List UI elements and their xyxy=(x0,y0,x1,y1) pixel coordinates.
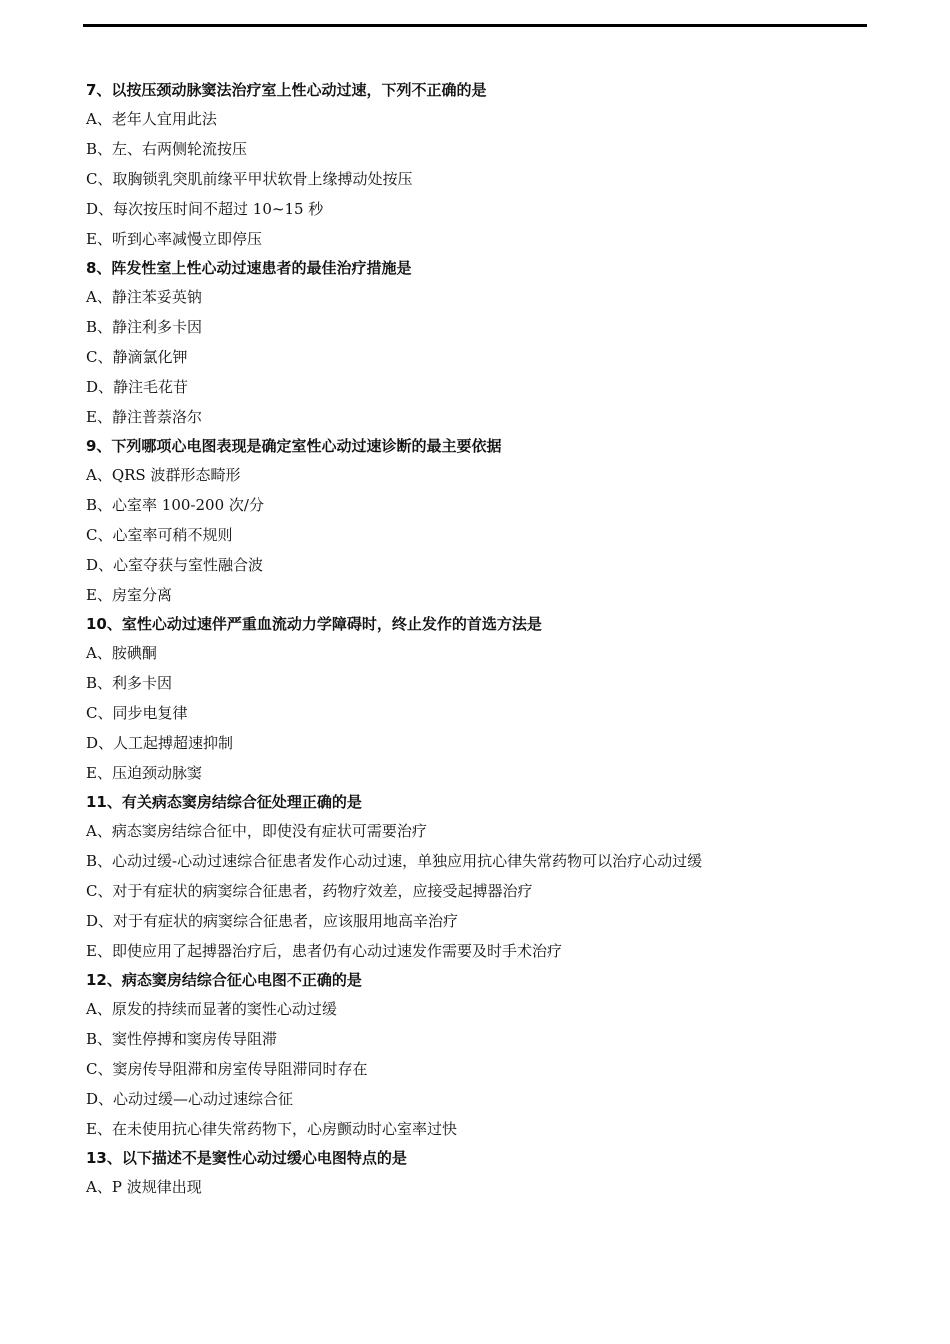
question-11 xyxy=(86,788,866,966)
option-d: D、人工起搏超速抑制 xyxy=(86,734,234,752)
question-title: 7、以按压颈动脉窦法治疗室上性心动过速，下列不正确的是 xyxy=(86,81,487,99)
question-8 xyxy=(86,254,866,432)
option-a: A、静注苯妥英钠 xyxy=(86,288,202,306)
option-c: C、取胸锁乳突肌前缘平甲状软骨上缘搏动处按压 xyxy=(86,170,413,188)
option-e: E、房室分离 xyxy=(86,586,172,604)
option-d: D、心室夺获与室性融合波 xyxy=(86,556,264,574)
option-b: B、心室率 100-200 次/分 xyxy=(86,496,264,514)
option-c: C、静滴氯化钾 xyxy=(86,348,188,366)
option-d: D、静注毛花苷 xyxy=(86,378,189,396)
option-a: A、P 波规律出现 xyxy=(86,1178,202,1196)
option-d: D、心动过缓—心动过速综合征 xyxy=(86,1090,294,1108)
option-e: E、即使应用了起搏器治疗后，患者仍有心动过速发作需要及时手术治疗 xyxy=(86,942,562,960)
question-list xyxy=(86,76,866,1202)
question-title: 11、有关病态窦房结综合征处理正确的是 xyxy=(86,793,362,811)
option-b: B、静注利多卡因 xyxy=(86,318,203,336)
option-c: C、心室率可稍不规则 xyxy=(86,526,233,544)
option-a: A、病态窦房结综合征中，即使没有症状可需要治疗 xyxy=(86,822,427,840)
option-b: B、左、右两侧轮流按压 xyxy=(86,140,248,158)
question-9 xyxy=(86,432,866,610)
question-10 xyxy=(86,610,866,788)
option-e: E、听到心率减慢立即停压 xyxy=(86,230,262,248)
option-b: B、利多卡因 xyxy=(86,674,173,692)
option-c: C、同步电复律 xyxy=(86,704,188,722)
option-a: A、QRS 波群形态畸形 xyxy=(86,466,241,484)
option-d: D、对于有症状的病窦综合征患者，应该服用地高辛治疗 xyxy=(86,912,459,930)
option-d: D、每次按压时间不超过 10~15 秒 xyxy=(86,200,324,218)
question-title: 12、病态窦房结综合征心电图不正确的是 xyxy=(86,971,362,989)
option-a: A、胺碘酮 xyxy=(86,644,157,662)
option-e: E、压迫颈动脉窦 xyxy=(86,764,202,782)
question-13 xyxy=(86,1144,866,1202)
option-c: C、窦房传导阻滞和房室传导阻滞同时存在 xyxy=(86,1060,368,1078)
question-title: 8、阵发性室上性心动过速患者的最佳治疗措施是 xyxy=(86,259,412,277)
option-b: B、窦性停搏和窦房传导阻滞 xyxy=(86,1030,278,1048)
question-title: 10、室性心动过速伴严重血流动力学障碍时，终止发作的首选方法是 xyxy=(86,615,542,633)
option-a: A、老年人宜用此法 xyxy=(86,110,217,128)
header-rule xyxy=(83,24,867,27)
question-title: 9、下列哪项心电图表现是确定室性心动过速诊断的最主要依据 xyxy=(86,437,502,455)
option-c: C、对于有症状的病窦综合征患者，药物疗效差，应接受起搏器治疗 xyxy=(86,882,533,900)
option-e: E、静注普萘洛尔 xyxy=(86,408,202,426)
question-7 xyxy=(86,76,866,254)
question-12 xyxy=(86,966,866,1144)
question-title: 13、以下描述不是窦性心动过缓心电图特点的是 xyxy=(86,1149,407,1167)
option-a: A、原发的持续而显著的窦性心动过缓 xyxy=(86,1000,337,1018)
option-e: E、在未使用抗心律失常药物下，心房颤动时心室率过快 xyxy=(86,1120,457,1138)
option-b: B、心动过缓-心动过速综合征患者发作心动过速，单独应用抗心律失常药物可以治疗心动过缓 xyxy=(86,852,703,870)
